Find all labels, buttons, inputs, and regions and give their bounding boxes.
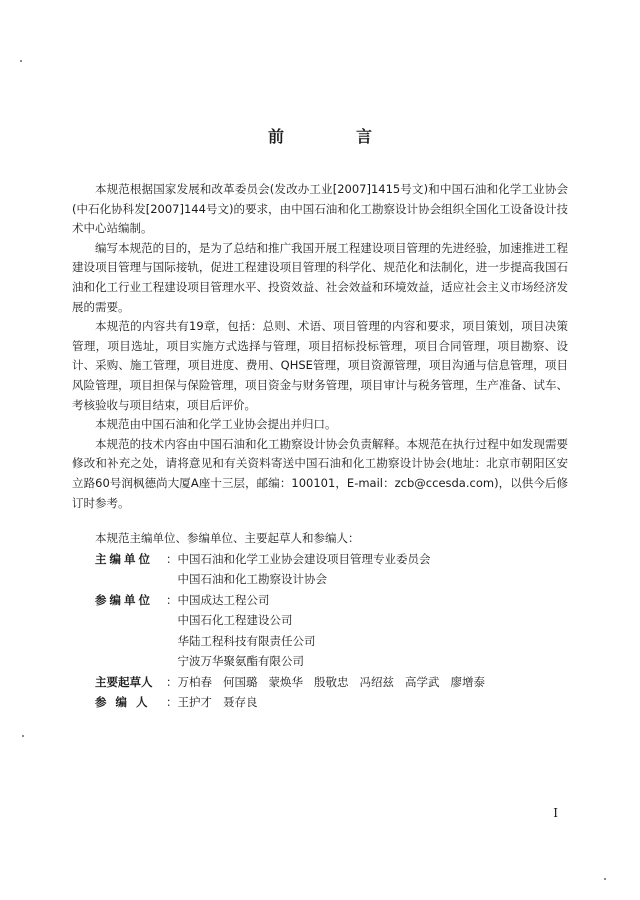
organization-name: 华陆工程科技有限责任公司 (177, 633, 316, 648)
role-label: 参编人 (95, 695, 157, 709)
role-label: 主编单位 (95, 551, 153, 566)
person-name: 廖增泰 (450, 674, 485, 689)
contributors-section (72, 528, 568, 713)
person-name: 冯绍兹 (359, 674, 394, 689)
participating-editors-row (72, 692, 568, 713)
organization-name: 中国石化工程建设公司 (177, 613, 293, 627)
role-values (178, 672, 497, 693)
main-drafters-row (72, 672, 568, 693)
scan-speck (20, 60, 22, 62)
paragraph-contents: 本规范的内容共有19章，包括：总则、术语、项目管理的内容和要求，项目策划，项目决策管理，项目选址，项目实施方式选择与管理，项目招标投标管理，项目合同管理，项目勘察、设计、采购、施工管理，项目进度、费用、QHSE管理，项目资源管理，项目沟通与信息管理，项目风险管理，项目担保与保险管理，项目资金与财务管理，项目审计与税务管理，生产准备、试车、考核验收与项目结束，项目后评价。 (72, 319, 568, 412)
organization-name: 中国成达工程公司 (177, 592, 270, 607)
page-number: I (553, 806, 558, 820)
paragraph-interpretation: 本规范的技术内容由中国石油和化工勘察设计协会负责解释。本规范在执行过程中如发现需要修改和补充之处，请将意见和有关资料寄送中国石油和化工勘察设计协会(地址：北京市朝阳区安立路60号润枫德尚大厦A座十三层，邮编：100101，E-mail：zcb@ccesda.com)，以供今后修订时参考。 (72, 436, 568, 510)
role-values (178, 590, 316, 672)
role-colon: ： (166, 695, 178, 709)
role-label: 参编单位 (95, 592, 153, 607)
scan-speck (604, 878, 606, 880)
person-name: 万柏春 (177, 674, 212, 689)
organization-name: 宁波万华聚氨酯有限公司 (177, 654, 304, 668)
organization-name: 中国石油和化工勘察设计协会 (177, 572, 327, 586)
role-colon: ： (166, 551, 178, 566)
person-name: 何国璐 (223, 674, 258, 689)
role-colon: ： (166, 592, 178, 607)
preface-body (72, 180, 568, 513)
contributors-intro: 本规范主编单位、参编单位、主要起草人和参编人： (95, 531, 360, 545)
paragraph-purpose: 编写本规范的目的，是为了总结和推广我国开展工程建设项目管理的先进经验，加速推进工程建设项目管理与国际接轨，促进工程建设项目管理的科学化、规范化和法制化，进一步提高我国石油和化工行业工程建设项目管理水平、投资效益、社会效益和环境效益，适应社会主义市场经济发展的需要。 (72, 240, 568, 314)
organization-name: 中国石油和化学工业协会建设项目管理专业委员会 (177, 551, 431, 566)
person-name: 王护才 (177, 695, 212, 709)
person-name: 聂存良 (223, 695, 258, 709)
role-label: 主要起草人 (95, 674, 153, 689)
role-values (178, 549, 431, 590)
scan-speck (22, 735, 24, 737)
role-colon: ： (166, 674, 178, 689)
participating-units-row (72, 590, 568, 672)
person-name: 蒙焕华 (268, 674, 303, 689)
paragraph-proposer: 本规范由中国石油和化学工业协会提出并归口。 (95, 417, 337, 432)
chief-editor-units-row (72, 549, 568, 590)
page-title: 前 言 (267, 127, 400, 146)
person-name: 高学武 (405, 674, 440, 689)
person-name: 殷敬忠 (314, 674, 349, 689)
role-values (178, 692, 269, 713)
paragraph-compilation-basis: 本规范根据国家发展和改革委员会(发改办工业[2007]1415号文)和中国石油和化学工业协会(中石化协科发[2007]144号文)的要求，由中国石油和化工勘察设计协会组织全国化工设备设计技术中心站编制。 (72, 182, 568, 236)
